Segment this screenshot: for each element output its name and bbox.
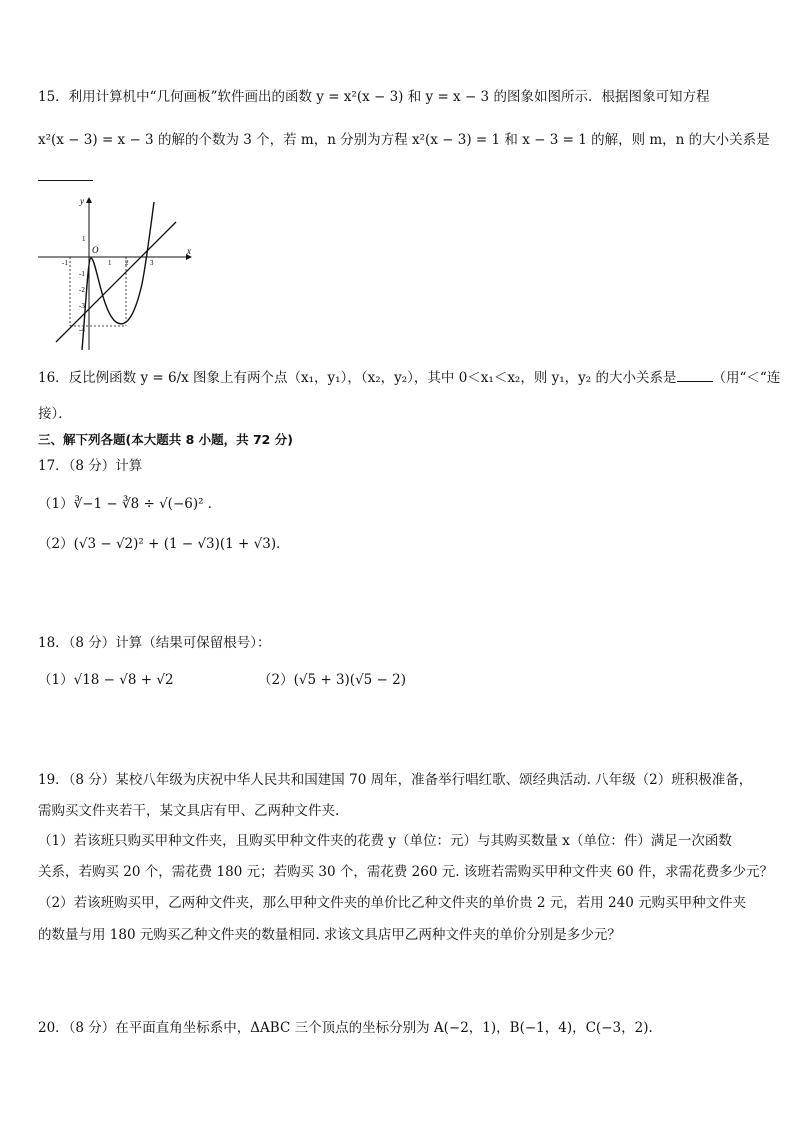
y-tick-label: -2: [79, 286, 85, 294]
q18-part1: （1）√18 − √8 + √2: [38, 672, 174, 688]
q16-line1: [38, 369, 780, 387]
q19-line2: 需购买文件夹若干，某文具店有甲、乙两种文件夹.: [38, 803, 340, 819]
q17-part1: （1）∛−1 − ∛8 ÷ √(−6)² ．: [38, 496, 222, 512]
x-tick-label: -1: [62, 259, 68, 267]
axis-label-y: y: [80, 196, 84, 206]
q15-line2: x²(x − 3) = x − 3 的解的个数为 3 个，若 m，n 分别为方程 x²(x − 3) = 1 和 x − 3 = 1 的解，则 m，n 的大小关系是: [38, 132, 770, 148]
cubic-curve: [82, 202, 154, 350]
q18-stem: 18．（8 分）计算（结果可保留根号）：: [38, 635, 271, 651]
q18-part2: （2）(√5 + 3)(√5 − 2): [258, 672, 407, 688]
q15-line1: 15．利用计算机中“几何画板”软件画出的函数 y = x²(x − 3) 和 y = x − 3 的图象如图所示．根据图象可知方程: [38, 89, 710, 105]
y-tick-label: -4: [79, 326, 85, 334]
section-heading: 三、解下列各题(本大题共 8 小题，共 72 分): [38, 432, 293, 447]
q19-line1: 19．（8 分）某校八年级为庆祝中华人民共和国建国 70 周年，准备举行唱红歌、颂经典活动. 八年级（2）班积极准备，: [38, 772, 753, 788]
origin-label: O: [92, 245, 99, 255]
x-tick-label: 2: [125, 259, 129, 267]
q16-text-tail: （用“＜“连: [712, 370, 781, 386]
x-tick-label: 1: [108, 259, 112, 267]
q17-part2: （2）(√3 − √2)² + (1 − √3)(1 + √3)．: [38, 536, 290, 552]
q19-line5: （2）若该班购买甲，乙两种文件夹，那么甲种文件夹的单价比乙种文件夹的单价贵 2 元，若用 240 元购买甲种文件夹: [38, 895, 747, 911]
linear-line: [56, 222, 176, 342]
x-tick-label: 3: [150, 259, 154, 267]
q19-line4: 关系，若购买 20 个，需花费 180 元；若购买 30 个，需花费 260 元. 该班若需购买甲种文件夹 60 件，求需花费多少元？: [38, 864, 774, 880]
y-tick-label: -1: [79, 270, 85, 278]
y-tick-label: 1: [82, 235, 86, 243]
q16-text: 16．反比例函数 y = 6/x 图象上有两个点（x₁，y₁），（x₂，y₂），其中 0＜x₁＜x₂，则 y₁，y₂ 的大小关系是: [38, 370, 677, 386]
q15-function-graph: [36, 192, 196, 352]
q17-stem: 17．（8 分）计算: [38, 458, 143, 474]
q19-line3: （1）若该班只购买甲种文件夹，且购买甲种文件夹的花费 y（单位：元）与其购买数量 x（单位：件）满足一次函数: [38, 833, 732, 849]
y-tick-label: -3: [79, 302, 85, 310]
q16-answer-blank[interactable]: [677, 369, 713, 382]
q19-line6: 的数量与用 180 元购买乙种文件夹的数量相同. 求该文具店甲乙两种文件夹的单价分别是多少元？: [38, 927, 621, 943]
q16-line2: 接）．: [38, 406, 72, 422]
axis-label-x: x: [187, 246, 191, 256]
q15-answer-blank[interactable]: [38, 180, 93, 181]
q20-line1: 20．（8 分）在平面直角坐标系中，ΔABC 三个顶点的坐标分别为 A(−2，1)，B(−1，4)，C(−3，2).: [38, 1020, 653, 1036]
